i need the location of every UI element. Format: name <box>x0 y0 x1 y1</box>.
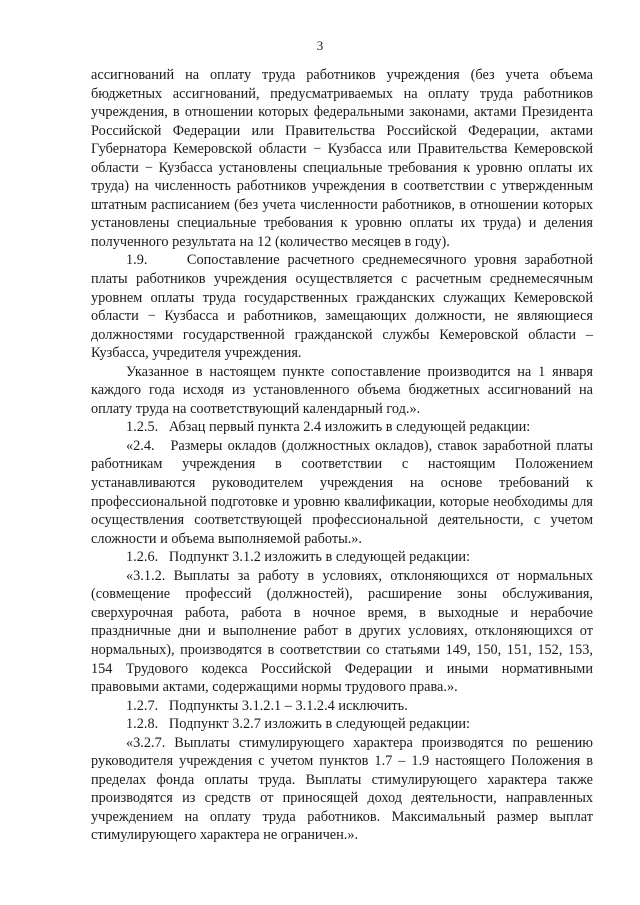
paragraph-1-9: 1.9. Сопоставление расчетного среднемесячного уровня заработной платы работников учреждения осуществляется с расчетным среднемесячным уровнем оплаты труда государственных гражданских служащих Кемеровской области − Кузбасса и работников, замещающих должности, не являющиеся должностями государственной гражданской службы Кемеровской области – Кузбасса, учредителя учреждения. <box>91 252 593 362</box>
paragraph-3-1-2: «3.1.2. Выплаты за работу в условиях, отклоняющихся от нормальных (совмещение профессий (должностей), расширение зоны обслуживания, сверхурочная работа, работа в ночное время, в выходные и нерабочие праздничные дни и выполнение работ в других условиях, отклоняющихся от нормальных), производятся в соответствии со статьями 149, 150, 151, 152, 153, 154 Трудового кодекса Российской Федерации и иными нормативными правовыми актами, содержащими нормы трудового права.». <box>91 567 593 696</box>
paragraph-continuation: ассигнований на оплату труда работников учреждения (без учета объема бюджетных ассигнований, предусматриваемых на оплату труда работников учреждения, в отношении которых федеральными законами, актами Президента Российской Федерации или Правительства Российской Федерации, актами Губернатора Кемеровской области − Кузбасса или Правительства Кемеровской области − Кузбасса установлены специальные требования к уровню оплаты их труда) на численность работников учреждения в соответствии с утвержденным штатным расписанием (без учета численности работников, в отношении которых установлены специальные требования к уровню оплаты их труда) и деления полученного результата на 12 (количество месяцев в году). <box>91 67 593 250</box>
paragraph-2-4: «2.4. Размеры окладов (должностных окладов), ставок заработной платы работникам учреждения в соответствии с настоящим Положением устанавливаются руководителем учреждения на основе требований к профессиональной подготовке и уровню квалификации, которые необходимы для осуществления соответствующей профессиональной деятельности, с учетом сложности и объема выполняемой работы.». <box>91 437 593 547</box>
document-body <box>91 66 593 845</box>
paragraph-1-2-7: 1.2.7. Подпункты 3.1.2.1 – 3.1.2.4 исключить. <box>126 697 408 714</box>
paragraph-1-2-6: 1.2.6. Подпункт 3.1.2 изложить в следующей редакции: <box>126 549 470 566</box>
paragraph-1-2-8: 1.2.8. Подпункт 3.2.7 изложить в следующей редакции: <box>126 716 470 733</box>
paragraph-1-2-5: 1.2.5. Абзац первый пункта 2.4 изложить в следующей редакции: <box>126 419 531 436</box>
paragraph-3-2-7: «3.2.7. Выплаты стимулирующего характера производятся по решению руководителя учреждения с учетом пунктов 1.7 – 1.9 настоящего Положения в пределах фонда оплаты труда. Выплаты стимулирующего характера также производятся из средств от приносящей доход деятельности, направленных учреждением на оплату труда работников. Максимальный размер выплат стимулирующего характера не ограничен.». <box>91 734 593 844</box>
paragraph-comparison-date: Указанное в настоящем пункте сопоставление производится на 1 января каждого года исходя из установленного объема бюджетных ассигнований на оплату труда на соответствующий календарный год.». <box>91 363 593 417</box>
page-number: 3 <box>316 38 324 53</box>
